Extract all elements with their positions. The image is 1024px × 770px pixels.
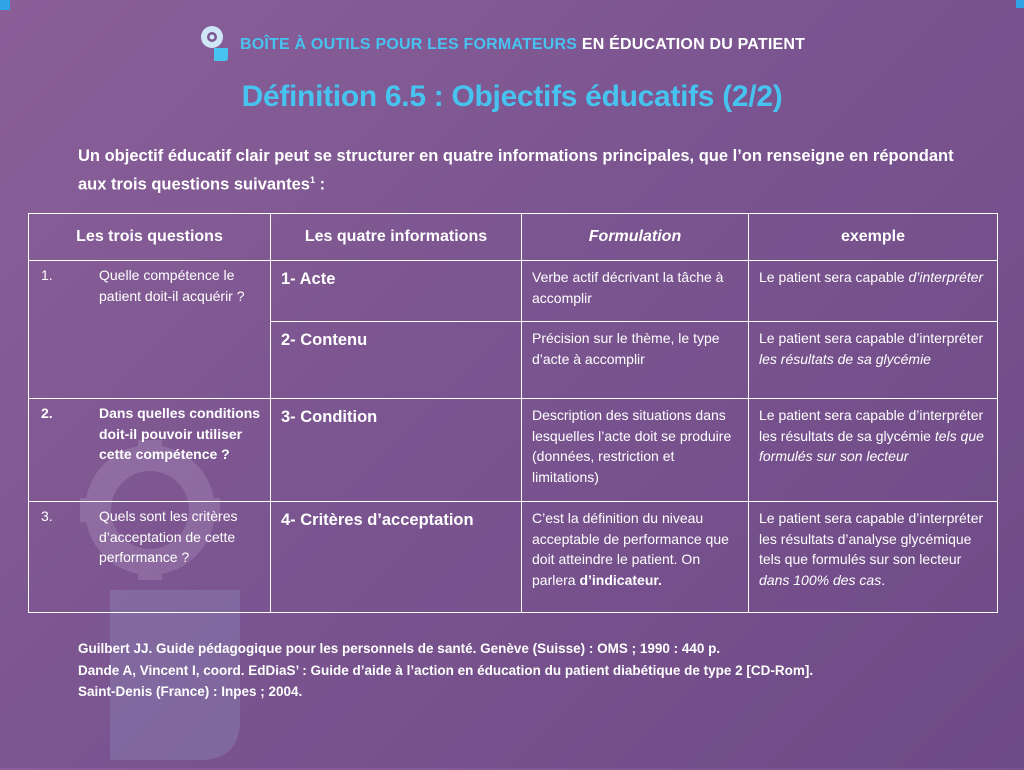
example-cell: Le patient sera capable d’interpréter les résultats d’analyse glycémique tels que formulés sur son lecteur dans 100% des cas. <box>749 502 998 613</box>
intro-end: : <box>315 175 326 194</box>
question-text: Quelle compétence le patient doit-il acquérir ? <box>99 267 245 304</box>
reference-line: Saint-Denis (France) : Inpes ; 2004. <box>78 684 303 699</box>
question-number: 3. <box>41 508 53 524</box>
table-row <box>29 261 998 322</box>
corner-accent-right <box>1016 0 1024 8</box>
brand-part-2: EN ÉDUCATION DU PATIENT <box>577 36 806 53</box>
info-cell: 4- Critères d’acceptation <box>271 502 522 613</box>
brand-title <box>240 36 805 54</box>
intro-text: Un objectif éducatif clair peut se structurer en quatre informations principales, que l’on renseigne en répondant aux trois questions suivantes <box>78 147 954 194</box>
info-cell: 2- Contenu <box>271 322 522 399</box>
info-cell: 1- Acte <box>271 261 522 322</box>
table-row <box>29 502 998 613</box>
references <box>78 638 958 703</box>
question-cell <box>29 399 271 502</box>
reference-line: Dande A, Vincent I, coord. EdDiaS’ : Guide d’aide à l’action en éducation du patient diabétique de type 2 [CD-Rom]. <box>78 662 814 678</box>
header <box>0 24 1024 64</box>
question-cell <box>29 502 271 613</box>
page-title: Définition 6.5 : Objectifs éducatifs (2/2) <box>241 80 783 113</box>
example-cell: Le patient sera capable d’interpréter les résultats de sa glycémie tels que formulés sur son lecteur <box>749 399 998 502</box>
formulation-cell: C’est la définition du niveau acceptable de performance que doit atteindre le patient. On parlera d’indicateur. <box>522 502 749 613</box>
question-number: 1. <box>41 267 53 283</box>
example-cell: Le patient sera capable d’interpréter les résultats de sa glycémie <box>749 322 998 399</box>
question-number: 2. <box>41 405 53 421</box>
question-cell <box>29 261 271 399</box>
table-row <box>29 399 998 502</box>
question-text: Dans quelles conditions doit-il pouvoir utiliser cette compétence ? <box>99 405 261 462</box>
header-informations: Les quatre informations <box>271 214 522 261</box>
formulation-cell: Description des situations dans lesquelles l’acte doit se produire (données, restriction et limitations) <box>522 399 749 502</box>
header-questions: Les trois questions <box>29 214 271 261</box>
intro-paragraph <box>78 144 958 197</box>
question-text: Quels sont les critères d’acceptation de cette performance ? <box>99 508 238 565</box>
objectives-table <box>28 213 998 613</box>
intro-footnote: 1 <box>309 175 315 185</box>
gear-stethoscope-icon <box>198 24 234 62</box>
brand-part-1: BOÎTE À OUTILS POUR LES FORMATEURS <box>240 36 578 53</box>
header-exemple: exemple <box>749 214 998 261</box>
header-formulation: Formulation <box>522 214 749 261</box>
info-cell: 3- Condition <box>271 399 522 502</box>
reference-line: Guilbert JJ. Guide pédagogique pour les personnels de santé. Genève (Suisse) : OMS ; 1990 : 440 p. <box>78 641 721 656</box>
formulation-cell: Précision sur le thème, le type d’acte à accomplir <box>522 322 749 399</box>
formulation-cell: Verbe actif décrivant la tâche à accomplir <box>522 261 749 322</box>
example-cell: Le patient sera capable d’interpréter <box>749 261 998 322</box>
table-header-row <box>29 214 998 261</box>
corner-accent-left <box>0 0 10 10</box>
